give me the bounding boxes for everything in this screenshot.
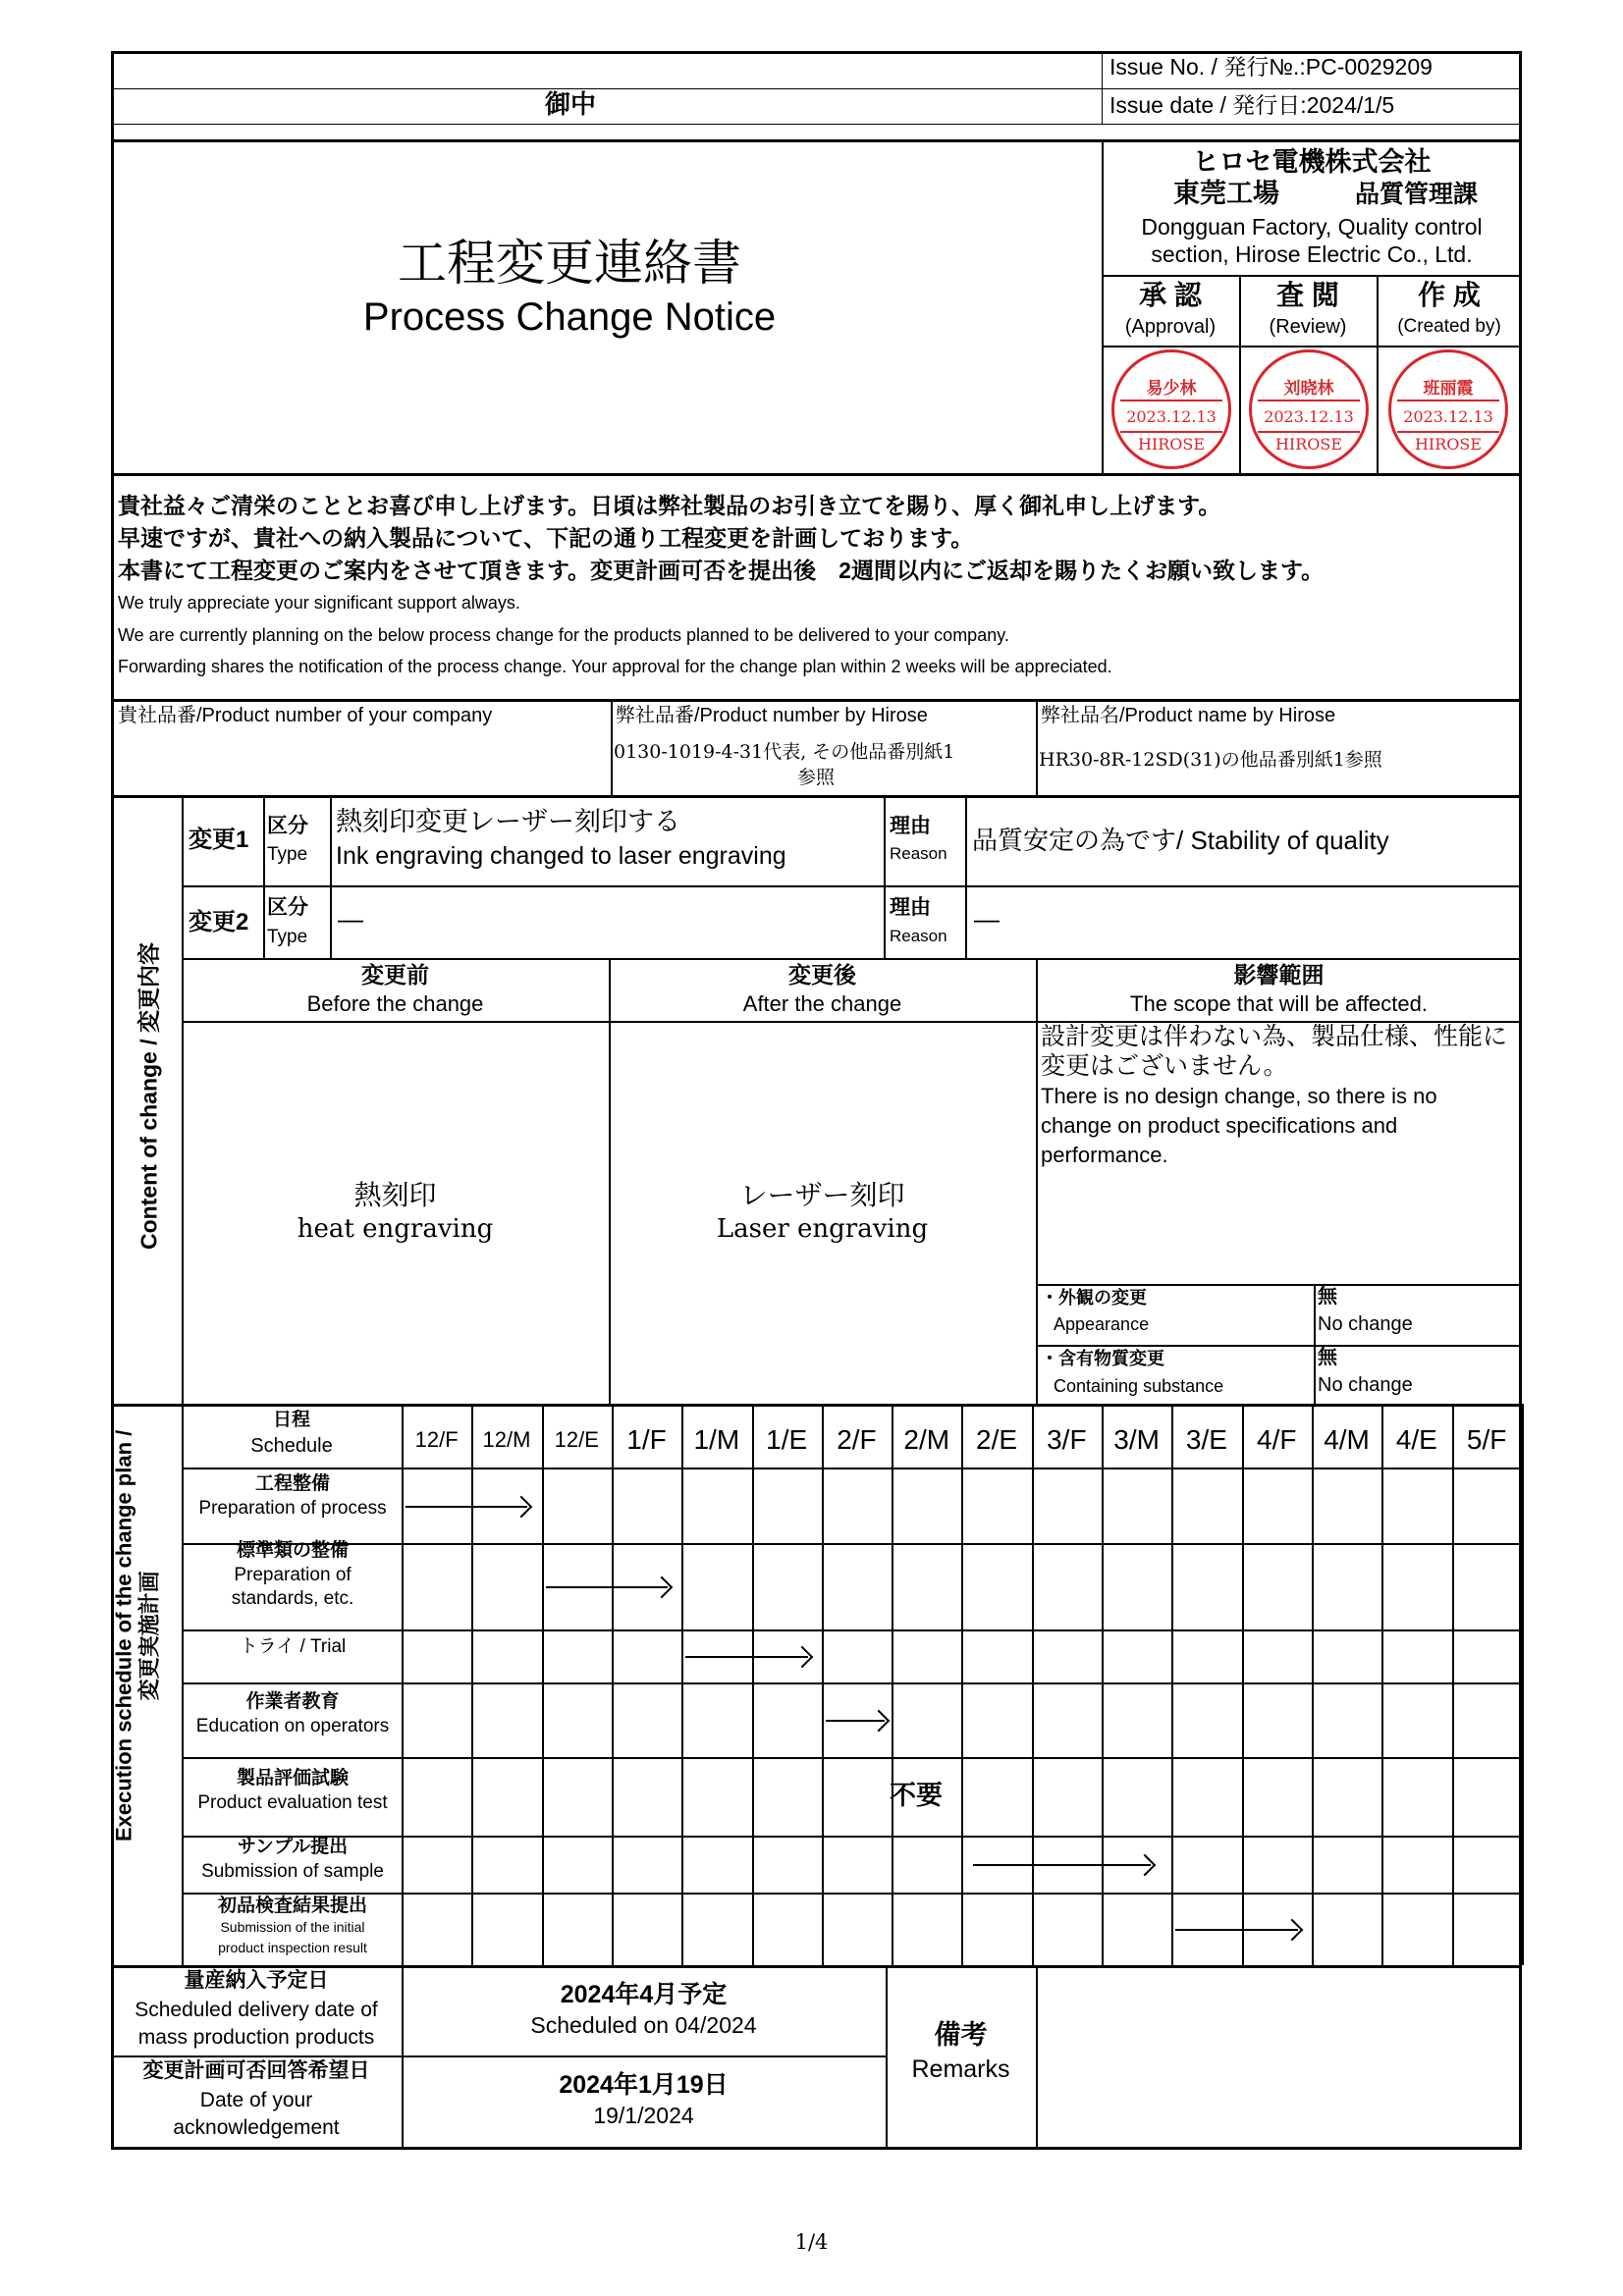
schedule-column-header: 3/F xyxy=(1047,1424,1087,1455)
hirose-name-label: 弊社品名/Product name by Hirose xyxy=(1041,705,1336,726)
schedule-column-header: 2/F xyxy=(837,1424,877,1455)
ack-value-en: 19/1/2024 xyxy=(593,2103,694,2128)
schedule-column-header: 1/E xyxy=(766,1424,808,1455)
ack-label-en-2: acknowledgement xyxy=(173,2116,340,2139)
appearance-value-en: No change xyxy=(1318,1313,1413,1335)
schedule-column-header: 4/F xyxy=(1257,1424,1297,1455)
schedule-header-jp: 日程 xyxy=(272,1410,310,1430)
after-value-en: Laser engraving xyxy=(716,1214,929,1244)
approval-label-en: (Approval) xyxy=(1124,316,1217,338)
change-2-reason-en: Reason xyxy=(890,927,947,945)
before-value-jp: 熱刻印 xyxy=(353,1179,437,1211)
hirose-name-value: HR30-8R-12SD(31)の他品番別紙1参照 xyxy=(1039,749,1382,771)
hirose-number-value-2: 参照 xyxy=(797,767,836,788)
scope-header-jp: 影響範囲 xyxy=(1233,962,1325,988)
ack-label-jp: 変更計画可否回答希望日 xyxy=(142,2059,370,2082)
after-header-jp: 変更後 xyxy=(788,962,856,988)
remarks-label-jp: 備考 xyxy=(934,2020,988,2050)
greeting-jp-3: 本書にて工程変更のご案内をさせて頂きます。変更計画可否を提出後 2週間以内にご返却を賜りたくお願い致します。 xyxy=(118,558,1325,583)
change-1-reason-value: 品質安定の為です/ Stability of quality xyxy=(972,826,1389,855)
created-label: 作 成 xyxy=(1418,280,1481,310)
greeting-jp-2: 早速ですが、貴社への納入製品について、下記の通り工程変更を計画しております。 xyxy=(118,525,974,551)
scope-text-en-3: performance. xyxy=(1041,1143,1168,1167)
schedule-column-header: 1/M xyxy=(693,1424,740,1455)
hirose-number-label: 弊社品番/Product number by Hirose xyxy=(616,705,928,726)
change-1-reason-en: Reason xyxy=(890,844,947,863)
schedule-row-trial: トライ / Trial xyxy=(239,1636,347,1657)
schedule-row-sample: サンプル提出 Submission of sample xyxy=(201,1837,384,1882)
greeting-en-3: Forwarding shares the notification of the process change. Your approval for the change plan within 2 weeks will be appreciated. xyxy=(118,657,1112,676)
before-value-en: heat engraving xyxy=(297,1214,494,1244)
schedule-side-label: Execution schedule of the change plan / 変更実施計画 xyxy=(111,1429,162,1842)
schedule-column-header: 3/E xyxy=(1185,1424,1227,1455)
scope-text-en-2: change on product specifications and xyxy=(1041,1113,1398,1138)
schedule-row-process: 工程整備 Preparation of process xyxy=(198,1473,387,1519)
schedule-arrow xyxy=(826,1720,885,1722)
appearance-label-en: Appearance xyxy=(1054,1314,1150,1334)
approval-label: 承 認 xyxy=(1139,280,1202,310)
after-value-jp: レーザー刻印 xyxy=(739,1179,905,1211)
title-en: Process Change Notice xyxy=(362,295,777,339)
delivery-label-en-1: Scheduled delivery date of xyxy=(135,1999,378,2021)
after-header-en: After the change xyxy=(742,991,902,1016)
schedule-column-header: 12/F xyxy=(414,1427,459,1452)
schedule-column-header: 5/F xyxy=(1466,1424,1507,1455)
before-header-en: Before the change xyxy=(306,991,484,1016)
schedule-column-header: 1/F xyxy=(626,1424,667,1455)
scope-text-jp-2: 変更はございません。 xyxy=(1041,1052,1288,1080)
delivery-label-en-2: mass production products xyxy=(137,2026,375,2049)
change-1-reason-jp: 理由 xyxy=(890,815,931,837)
review-label: 査 閲 xyxy=(1276,280,1339,310)
schedule-arrow xyxy=(973,1864,1151,1866)
change-1-type-value-en: Ink engraving changed to laser engraving xyxy=(336,842,786,870)
company-name: ヒロセ電機株式会社 xyxy=(1192,147,1432,177)
greeting-en-2: We are currently planning on the below process change for the products planned to be delivered to your company. xyxy=(118,625,1009,645)
company-factory: 東莞工場 xyxy=(1173,179,1279,208)
change-2-label: 変更2 xyxy=(189,909,249,935)
substance-value-jp: 無 xyxy=(1318,1347,1337,1368)
change-2-reason-jp: 理由 xyxy=(890,896,931,919)
title-jp: 工程変更連絡書 xyxy=(398,236,741,291)
company-en-2: section, Hirose Electric Co., Ltd. xyxy=(1151,241,1473,267)
evaluation-not-required: 不要 xyxy=(890,1781,943,1810)
before-header-jp: 変更前 xyxy=(361,962,429,988)
approval-seal: 易少林 2023.12.13 HIROSE xyxy=(1111,349,1231,469)
content-of-change-label: Content of change / 変更内容 xyxy=(135,941,162,1251)
schedule-row-initial-inspection: 初品検査結果提出 Submission of the initial product inspection result xyxy=(217,1896,367,1955)
change-1-type-en: Type xyxy=(267,844,308,865)
schedule-arrow xyxy=(406,1506,527,1508)
schedule-column-header: 12/M xyxy=(482,1427,531,1452)
company-dept: 品質管理課 xyxy=(1355,181,1479,208)
delivery-value-en: Scheduled on 04/2024 xyxy=(530,2012,757,2038)
schedule-arrow xyxy=(685,1656,807,1658)
review-label-en: (Review) xyxy=(1269,316,1347,338)
change-2-reason-value: — xyxy=(974,904,1000,934)
substance-label-en: Containing substance xyxy=(1054,1376,1224,1396)
review-seal: 刘晓林 2023.12.13 HIROSE xyxy=(1249,349,1369,469)
delivery-value-jp: 2024年4月予定 xyxy=(560,1981,728,2008)
company-en-1: Dongguan Factory, Quality control xyxy=(1141,214,1483,240)
schedule-row-education: 作業者教育 Education on operators xyxy=(195,1691,390,1736)
substance-value-en: No change xyxy=(1318,1374,1413,1396)
change-1-type-value-jp: 熱刻印変更レーザー刻印する xyxy=(336,807,680,836)
greeting-jp-1: 貴社益々ご清栄のこととお喜び申し上げます。日頃は弊社製品のお引き立てを賜り、厚く御礼申し上げます。 xyxy=(118,493,1221,518)
your-product-label: 貴社品番/Product number of your company xyxy=(118,705,493,726)
schedule-column-header: 4/M xyxy=(1324,1424,1370,1455)
addressee: 御中 xyxy=(545,89,597,119)
change-1-label: 変更1 xyxy=(189,827,249,853)
ack-label-en-1: Date of your xyxy=(199,2089,313,2111)
schedule-column-header: 3/M xyxy=(1113,1424,1160,1455)
scope-text-en-1: There is no design change, so there is no xyxy=(1041,1084,1437,1108)
delivery-label-jp: 量産納入予定日 xyxy=(184,1969,329,1992)
hirose-number-value: 0130-1019-4-31代表, その他品番別紙1 xyxy=(614,741,955,763)
ack-value-jp: 2024年1月19日 xyxy=(559,2071,729,2099)
scope-text-jp-1: 設計変更は伴わない為、製品仕様、性能に xyxy=(1041,1023,1508,1050)
change-2-type-jp: 区分 xyxy=(267,896,308,919)
schedule-arrow xyxy=(1175,1929,1297,1931)
schedule-row-evaluation: 製品評価試験 Product evaluation test xyxy=(197,1768,388,1813)
appearance-value-jp: 無 xyxy=(1318,1286,1337,1308)
schedule-row-standards: 標準類の整備 Preparation of standards, etc. xyxy=(231,1540,354,1610)
schedule-header-en: Schedule xyxy=(250,1435,333,1457)
remarks-label-en: Remarks xyxy=(911,2056,1010,2083)
issue-date: Issue date / 発行日:2024/1/5 xyxy=(1109,92,1395,118)
change-2-type-en: Type xyxy=(267,927,308,947)
greeting-en-1: We truly appreciate your significant support always. xyxy=(118,593,520,613)
page-number: 1/4 xyxy=(794,2230,829,2254)
schedule-column-header: 2/E xyxy=(976,1424,1018,1455)
created-seal: 班丽霞 2023.12.13 HIROSE xyxy=(1388,349,1508,469)
created-label-en: (Created by) xyxy=(1397,316,1501,337)
schedule-column-header: 2/M xyxy=(903,1424,950,1455)
issue-number: Issue No. / 発行№.:PC-0029209 xyxy=(1109,54,1433,80)
schedule-column-header: 4/E xyxy=(1395,1424,1437,1455)
change-1-type-jp: 区分 xyxy=(267,815,308,837)
schedule-column-header: 12/E xyxy=(554,1427,599,1452)
substance-label-jp: ・含有物質変更 xyxy=(1041,1349,1164,1368)
change-2-type-value: — xyxy=(338,904,363,934)
appearance-label-jp: ・外観の変更 xyxy=(1041,1288,1147,1308)
schedule-arrow xyxy=(546,1586,668,1588)
scope-header-en: The scope that will be affected. xyxy=(1130,991,1428,1016)
